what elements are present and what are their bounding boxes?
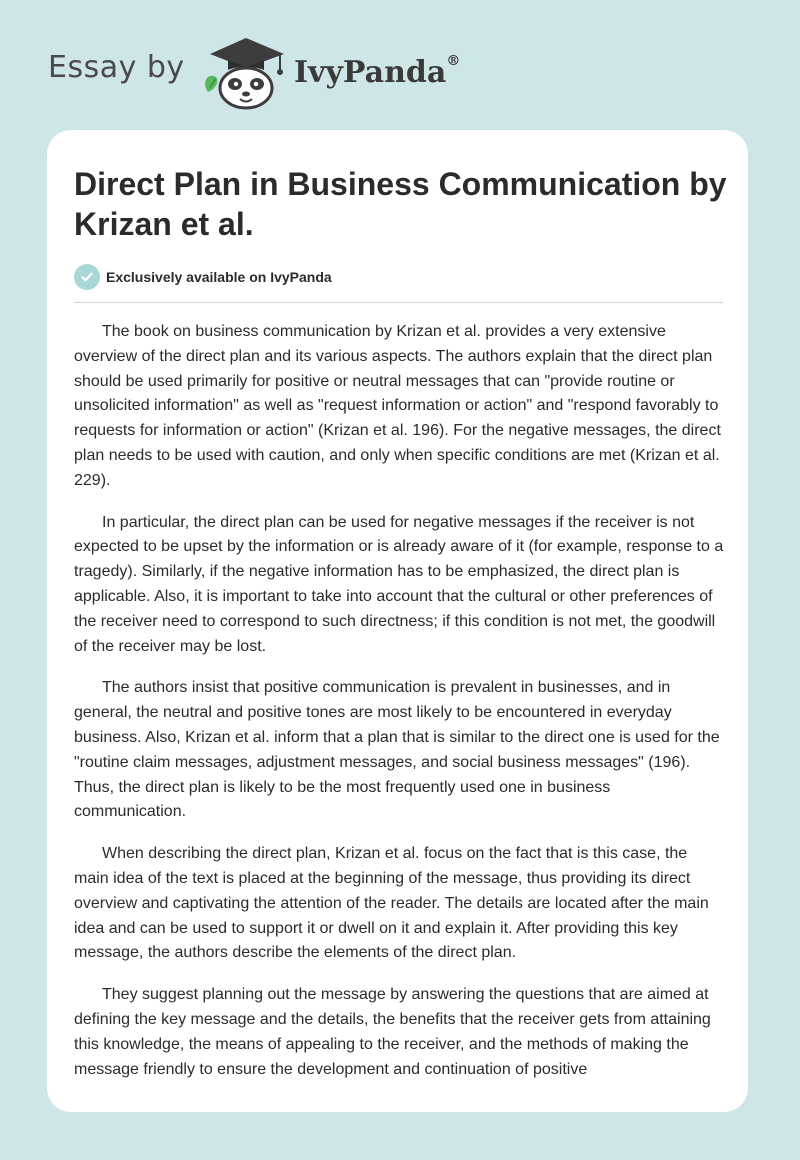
- paragraph: In particular, the direct plan can be used for negative messages if the receiver is not expected to be upset by the information or is already aware of it (for example, response to a tragedy). Similarly, if the negative information has to be emphasized, the direct plan is applicable. Also, it is important to take into account that the cultural or other preferences of the receiver need to correspond to such directness; if this condition is not met, the goodwill of the receiver may be lost.: [74, 513, 724, 655]
- essay-title: Direct Plan in Business Communication by Krizan et al.: [74, 166, 727, 242]
- brand-text: IvyPanda: [294, 55, 447, 90]
- essay-body: [74, 320, 724, 1099]
- paragraph: The book on business communication by Krizan et al. provides a very extensive overview of the direct plan and its various aspects. The authors explain that the direct plan should be used primarily for positive or neutral messages that can "provide routine or unsolicited information" as well as "request information or action" and "respond favorably to requests for information or action" (Krizan et al. 196). For the negative messages, the direct plan needs to be used with caution, and only when specific conditions are met (Krizan et al. 229).: [74, 323, 721, 489]
- essay-card: [47, 130, 748, 1112]
- exclusive-badge-text: Exclusively available on IvyPanda: [106, 269, 332, 285]
- paragraph: The authors insist that positive communication is prevalent in businesses, and in general, the neutral and positive tones are most likely to be encountered in everyday business. Also, Krizan et al. inform that a plan that is similar to the direct one is used for the "routine claim messages, adjustment messages, and social business messages" (196). Thus, the direct plan is likely to be the most frequently used one in business communication.: [74, 679, 720, 821]
- paragraph: They suggest planning out the message by answering the questions that are aimed at defining the key message and the details, the benefits that the receiver gets from attaining this knowledge, the means of appealing to the receiver, and the methods of making the message friendly to ensure the development and continuation of positive: [74, 986, 711, 1078]
- panda-graduate-icon[interactable]: [200, 34, 290, 110]
- exclusive-badge: [74, 264, 332, 290]
- site-header: [0, 0, 800, 130]
- essay-by-label: Essay by: [48, 50, 185, 85]
- paragraph: When describing the direct plan, Krizan et al. focus on the fact that is this case, the main idea of the text is placed at the beginning of the message, thus providing its direct overview and captivating the attention of the reader. The details are located after the main idea and can be used to support it or dwell on it and explain it. After providing this key message, the authors describe the elements of the direct plan.: [74, 845, 709, 962]
- check-icon: [74, 264, 100, 290]
- trademark-mark: ®: [446, 53, 461, 69]
- brand-name[interactable]: [294, 55, 460, 90]
- divider: [74, 302, 723, 303]
